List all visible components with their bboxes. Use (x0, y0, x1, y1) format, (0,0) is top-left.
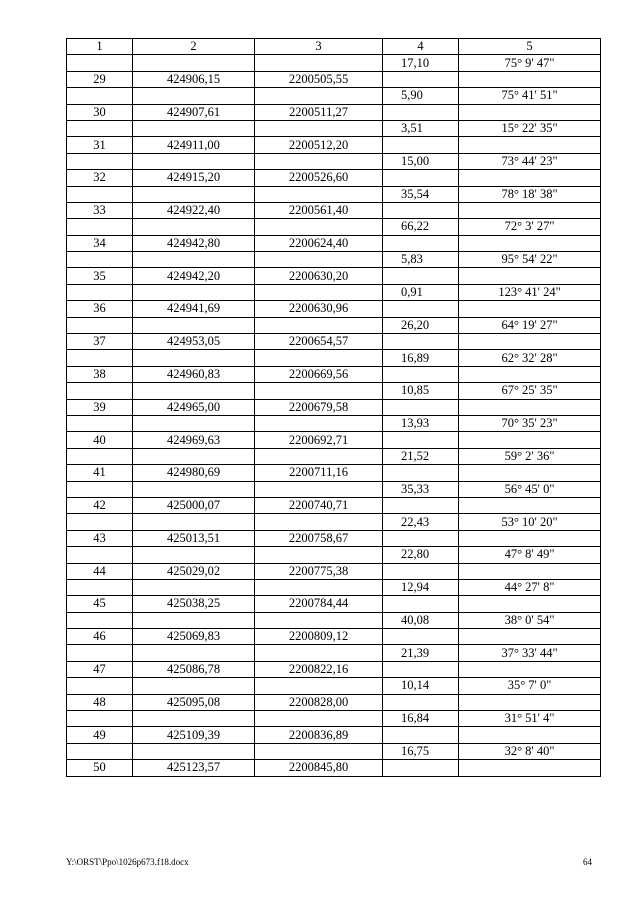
table-cell-col-2: 424953,05 (133, 334, 255, 350)
table-cell-col-1: 30 (67, 104, 133, 120)
table-cell-col-4: 3,51 (383, 120, 459, 136)
table-row (67, 186, 601, 202)
table-row (67, 317, 601, 333)
table-cell-col-1: 36 (67, 301, 133, 317)
table-cell-col-3: 2200630,96 (255, 301, 383, 317)
table-cell-col-3 (255, 743, 383, 759)
table-cell-col-2 (133, 317, 255, 333)
table-row (67, 415, 601, 431)
table-cell-col-4: 13,93 (383, 415, 459, 431)
table-cell-col-2: 424915,20 (133, 170, 255, 186)
table-cell-col-4: 5,83 (383, 252, 459, 268)
table-row (67, 563, 601, 579)
table-cell-col-5 (459, 465, 601, 481)
table-cell-col-1: 34 (67, 235, 133, 251)
table-cell-col-4: 5,90 (383, 88, 459, 104)
table-cell-col-4 (383, 202, 459, 218)
table-cell-col-3 (255, 547, 383, 563)
table-cell-col-1: 47 (67, 661, 133, 677)
table-cell-col-5: 59° 2' 36" (459, 448, 601, 464)
table-cell-col-1: 42 (67, 497, 133, 513)
table-cell-col-3 (255, 55, 383, 71)
table-cell-col-5 (459, 760, 601, 776)
table-cell-col-2: 425069,83 (133, 629, 255, 645)
table-cell-col-4: 0,91 (383, 284, 459, 300)
table-row (67, 629, 601, 645)
table-cell-col-5: 95° 54' 22" (459, 252, 601, 268)
table-cell-col-3 (255, 284, 383, 300)
table-cell-col-2 (133, 252, 255, 268)
table-row (67, 465, 601, 481)
table-row (67, 120, 601, 136)
table-cell-col-1 (67, 120, 133, 136)
table-cell-col-2 (133, 88, 255, 104)
table-row (67, 481, 601, 497)
table-cell-col-1: 40 (67, 432, 133, 448)
table-cell-col-3 (255, 711, 383, 727)
table-cell-col-3 (255, 383, 383, 399)
table-cell-col-1 (67, 350, 133, 366)
table-cell-col-2 (133, 415, 255, 431)
table-cell-col-2 (133, 678, 255, 694)
table-cell-col-2: 425013,51 (133, 530, 255, 546)
table-cell-col-5 (459, 366, 601, 382)
table-cell-col-3: 2200822,16 (255, 661, 383, 677)
table-row (67, 711, 601, 727)
table-cell-col-2: 425038,25 (133, 596, 255, 612)
table-cell-col-1: 29 (67, 71, 133, 87)
table-cell-col-4 (383, 170, 459, 186)
table-cell-col-1 (67, 481, 133, 497)
table-cell-col-2 (133, 120, 255, 136)
table-cell-col-5: 32° 8' 40" (459, 743, 601, 759)
table-cell-col-2: 424911,00 (133, 137, 255, 153)
table-cell-col-2 (133, 514, 255, 530)
table-cell-col-1 (67, 317, 133, 333)
table-cell-col-4: 10,85 (383, 383, 459, 399)
table-cell-col-3 (255, 153, 383, 169)
table-row (67, 760, 601, 776)
table-cell-col-4: 17,10 (383, 55, 459, 71)
table-cell-col-4: 12,94 (383, 579, 459, 595)
table-cell-col-2: 424960,83 (133, 366, 255, 382)
table-cell-col-5: 70° 35' 23" (459, 415, 601, 431)
table-cell-col-5: 75° 41' 51" (459, 88, 601, 104)
coordinates-table (66, 38, 601, 777)
table-cell-col-2 (133, 153, 255, 169)
table-cell-col-5: 67° 25' 35" (459, 383, 601, 399)
table-cell-col-2: 424965,00 (133, 399, 255, 415)
table-row (67, 448, 601, 464)
table-cell-col-5: 47° 8' 49" (459, 547, 601, 563)
table-cell-col-4: 35,33 (383, 481, 459, 497)
table-row (67, 497, 601, 513)
table-cell-col-4: 10,14 (383, 678, 459, 694)
table-row (67, 235, 601, 251)
table-row (67, 596, 601, 612)
table-cell-col-4: 22,80 (383, 547, 459, 563)
table-cell-col-4 (383, 629, 459, 645)
table-cell-col-5 (459, 104, 601, 120)
table-cell-col-3: 2200836,89 (255, 727, 383, 743)
table-row (67, 350, 601, 366)
table-cell-col-3: 2200784,44 (255, 596, 383, 612)
table-cell-col-1 (67, 612, 133, 628)
header-col-4: 4 (383, 39, 459, 55)
table-cell-col-1 (67, 55, 133, 71)
table-row (67, 383, 601, 399)
table-cell-col-3: 2200828,00 (255, 694, 383, 710)
table-cell-col-3: 2200692,71 (255, 432, 383, 448)
table-row (67, 334, 601, 350)
table-body (67, 55, 601, 776)
table-cell-col-1 (67, 252, 133, 268)
table-cell-col-3 (255, 579, 383, 595)
table-cell-col-5 (459, 629, 601, 645)
table-cell-col-2: 425095,08 (133, 694, 255, 710)
table-cell-col-1: 41 (67, 465, 133, 481)
table-cell-col-2: 424907,61 (133, 104, 255, 120)
table-row (67, 399, 601, 415)
table-cell-col-2: 424980,69 (133, 465, 255, 481)
table-cell-col-4 (383, 465, 459, 481)
table-row (67, 579, 601, 595)
table-cell-col-2 (133, 711, 255, 727)
table-cell-col-4: 16,89 (383, 350, 459, 366)
table-row (67, 366, 601, 382)
table-cell-col-4: 40,08 (383, 612, 459, 628)
table-cell-col-3: 2200711,16 (255, 465, 383, 481)
table-row (67, 301, 601, 317)
table-cell-col-5: 56° 45' 0" (459, 481, 601, 497)
table-cell-col-1 (67, 711, 133, 727)
table-cell-col-1: 49 (67, 727, 133, 743)
table-cell-col-4 (383, 268, 459, 284)
table-cell-col-5: 15° 22' 35" (459, 120, 601, 136)
table-cell-col-2 (133, 186, 255, 202)
table-cell-col-2 (133, 350, 255, 366)
table-cell-col-4 (383, 366, 459, 382)
table-cell-col-5: 78° 18' 38" (459, 186, 601, 202)
table-cell-col-4: 22,43 (383, 514, 459, 530)
table-cell-col-3: 2200654,57 (255, 334, 383, 350)
table-cell-col-4 (383, 137, 459, 153)
table-cell-col-3 (255, 186, 383, 202)
table-cell-col-3: 2200624,40 (255, 235, 383, 251)
table-cell-col-3: 2200511,27 (255, 104, 383, 120)
table-cell-col-5: 73° 44' 23" (459, 153, 601, 169)
table-cell-col-4 (383, 727, 459, 743)
table-cell-col-3: 2200561,40 (255, 202, 383, 218)
table-cell-col-3 (255, 514, 383, 530)
table-cell-col-1 (67, 448, 133, 464)
table-cell-col-5 (459, 497, 601, 513)
table-cell-col-2 (133, 547, 255, 563)
table-cell-col-3: 2200679,58 (255, 399, 383, 415)
table-cell-col-5 (459, 170, 601, 186)
table-row (67, 645, 601, 661)
table-cell-col-5: 64° 19' 27" (459, 317, 601, 333)
table-cell-col-2: 424969,63 (133, 432, 255, 448)
table-row (67, 137, 601, 153)
table-cell-col-3: 2200505,55 (255, 71, 383, 87)
table-cell-col-4: 16,75 (383, 743, 459, 759)
header-col-5: 5 (459, 39, 601, 55)
table-cell-col-3 (255, 612, 383, 628)
table-cell-col-1 (67, 284, 133, 300)
table-cell-col-3: 2200526,60 (255, 170, 383, 186)
table-cell-col-2: 425000,07 (133, 497, 255, 513)
table-cell-col-1: 50 (67, 760, 133, 776)
table-row (67, 661, 601, 677)
table-cell-col-5 (459, 202, 601, 218)
table-cell-col-2 (133, 481, 255, 497)
table-cell-col-4 (383, 334, 459, 350)
table-cell-col-1: 31 (67, 137, 133, 153)
table-row (67, 743, 601, 759)
table-cell-col-2 (133, 219, 255, 235)
table-cell-col-3: 2200775,38 (255, 563, 383, 579)
header-col-3: 3 (255, 39, 383, 55)
table-header-row (67, 39, 601, 55)
table-cell-col-2: 424906,15 (133, 71, 255, 87)
table-cell-col-5 (459, 661, 601, 677)
table-cell-col-5 (459, 727, 601, 743)
table-cell-col-1: 32 (67, 170, 133, 186)
table-cell-col-4: 21,39 (383, 645, 459, 661)
table-cell-col-4: 16,84 (383, 711, 459, 727)
table-cell-col-5: 53° 10' 20" (459, 514, 601, 530)
table-cell-col-1 (67, 153, 133, 169)
table-cell-col-4 (383, 563, 459, 579)
table-cell-col-1 (67, 186, 133, 202)
table-cell-col-3: 2200758,67 (255, 530, 383, 546)
table-cell-col-2 (133, 55, 255, 71)
table-cell-col-3 (255, 481, 383, 497)
table-cell-col-3 (255, 678, 383, 694)
table-cell-col-2: 424942,80 (133, 235, 255, 251)
table-cell-col-3 (255, 88, 383, 104)
table-cell-col-4 (383, 596, 459, 612)
table-row (67, 219, 601, 235)
table-cell-col-3 (255, 415, 383, 431)
table-cell-col-3: 2200512,20 (255, 137, 383, 153)
table-cell-col-4: 15,00 (383, 153, 459, 169)
table-cell-col-4: 35,54 (383, 186, 459, 202)
table-cell-col-5: 75° 9' 47" (459, 55, 601, 71)
table-cell-col-3 (255, 448, 383, 464)
table-row (67, 170, 601, 186)
table-cell-col-2: 425086,78 (133, 661, 255, 677)
table-cell-col-4 (383, 694, 459, 710)
table-cell-col-4 (383, 432, 459, 448)
page-number: 64 (583, 857, 592, 867)
table-cell-col-5: 35° 7' 0" (459, 678, 601, 694)
table-cell-col-2 (133, 579, 255, 595)
table-row (67, 88, 601, 104)
table-cell-col-2: 425123,57 (133, 760, 255, 776)
table-cell-col-5 (459, 334, 601, 350)
table-cell-col-5 (459, 399, 601, 415)
table-cell-col-1 (67, 514, 133, 530)
table-cell-col-3: 2200809,12 (255, 629, 383, 645)
table-cell-col-1: 46 (67, 629, 133, 645)
table-cell-col-5 (459, 268, 601, 284)
table-row (67, 678, 601, 694)
table-row (67, 432, 601, 448)
table-cell-col-5: 72° 3' 27" (459, 219, 601, 235)
table-cell-col-5 (459, 137, 601, 153)
table-row (67, 530, 601, 546)
table-row (67, 284, 601, 300)
table-cell-col-4 (383, 235, 459, 251)
table-cell-col-1 (67, 547, 133, 563)
table-cell-col-2 (133, 612, 255, 628)
table-cell-col-5: 44° 27' 8" (459, 579, 601, 595)
table-cell-col-4 (383, 399, 459, 415)
table-cell-col-4: 21,52 (383, 448, 459, 464)
table-cell-col-1: 37 (67, 334, 133, 350)
table-cell-col-1: 33 (67, 202, 133, 218)
table-cell-col-1: 43 (67, 530, 133, 546)
table-cell-col-2 (133, 645, 255, 661)
table-cell-col-3 (255, 252, 383, 268)
table-cell-col-1: 39 (67, 399, 133, 415)
table-cell-col-5: 38° 0' 54" (459, 612, 601, 628)
table-row (67, 104, 601, 120)
table-cell-col-3 (255, 350, 383, 366)
table-cell-col-1: 48 (67, 694, 133, 710)
table-cell-col-5 (459, 71, 601, 87)
table-cell-col-4: 66,22 (383, 219, 459, 235)
table-cell-col-3 (255, 317, 383, 333)
table-cell-col-2: 424942,20 (133, 268, 255, 284)
table-cell-col-5 (459, 530, 601, 546)
table-row (67, 268, 601, 284)
table-cell-col-1 (67, 645, 133, 661)
table-cell-col-5 (459, 235, 601, 251)
table-cell-col-1: 45 (67, 596, 133, 612)
table-cell-col-3: 2200669,56 (255, 366, 383, 382)
table-cell-col-1: 38 (67, 366, 133, 382)
table-cell-col-1 (67, 579, 133, 595)
table-row (67, 514, 601, 530)
table-row (67, 153, 601, 169)
header-col-1: 1 (67, 39, 133, 55)
table-cell-col-5: 37° 33' 44" (459, 645, 601, 661)
table-cell-col-1: 35 (67, 268, 133, 284)
table-cell-col-1 (67, 678, 133, 694)
header-col-2: 2 (133, 39, 255, 55)
table-cell-col-4 (383, 760, 459, 776)
table-row (67, 727, 601, 743)
table-cell-col-4 (383, 530, 459, 546)
table-cell-col-5 (459, 694, 601, 710)
table-row (67, 202, 601, 218)
table-cell-col-2 (133, 448, 255, 464)
table-cell-col-3 (255, 120, 383, 136)
table-cell-col-3: 2200845,80 (255, 760, 383, 776)
table-cell-col-2: 425029,02 (133, 563, 255, 579)
table-row (67, 547, 601, 563)
table-cell-col-3: 2200630,20 (255, 268, 383, 284)
table-cell-col-1 (67, 88, 133, 104)
table-cell-col-4 (383, 301, 459, 317)
table-cell-col-4 (383, 104, 459, 120)
table-cell-col-3 (255, 645, 383, 661)
table-cell-col-2: 424941,69 (133, 301, 255, 317)
table-cell-col-2: 424922,40 (133, 202, 255, 218)
table-cell-col-1 (67, 219, 133, 235)
table-cell-col-1: 44 (67, 563, 133, 579)
table-cell-col-1 (67, 383, 133, 399)
table-cell-col-2 (133, 284, 255, 300)
table-cell-col-1 (67, 743, 133, 759)
table-cell-col-3 (255, 219, 383, 235)
table-cell-col-5 (459, 301, 601, 317)
table-cell-col-5 (459, 432, 601, 448)
table-row (67, 71, 601, 87)
table-cell-col-5: 62° 32' 28" (459, 350, 601, 366)
table-row (67, 694, 601, 710)
table-cell-col-4 (383, 497, 459, 513)
table-row (67, 612, 601, 628)
table-row (67, 252, 601, 268)
table-cell-col-1 (67, 415, 133, 431)
table-cell-col-4: 26,20 (383, 317, 459, 333)
table-cell-col-2 (133, 383, 255, 399)
table-cell-col-3: 2200740,71 (255, 497, 383, 513)
table-cell-col-5: 123° 41' 24" (459, 284, 601, 300)
table-cell-col-5 (459, 596, 601, 612)
table-cell-col-2 (133, 743, 255, 759)
table-cell-col-4 (383, 661, 459, 677)
footer-file-path: Y:\ORST\Ppo\1026p673.f18.docx (66, 857, 189, 867)
table-cell-col-5: 31° 51' 4" (459, 711, 601, 727)
table-cell-col-4 (383, 71, 459, 87)
table-row (67, 55, 601, 71)
table-cell-col-5 (459, 563, 601, 579)
table-cell-col-2: 425109,39 (133, 727, 255, 743)
